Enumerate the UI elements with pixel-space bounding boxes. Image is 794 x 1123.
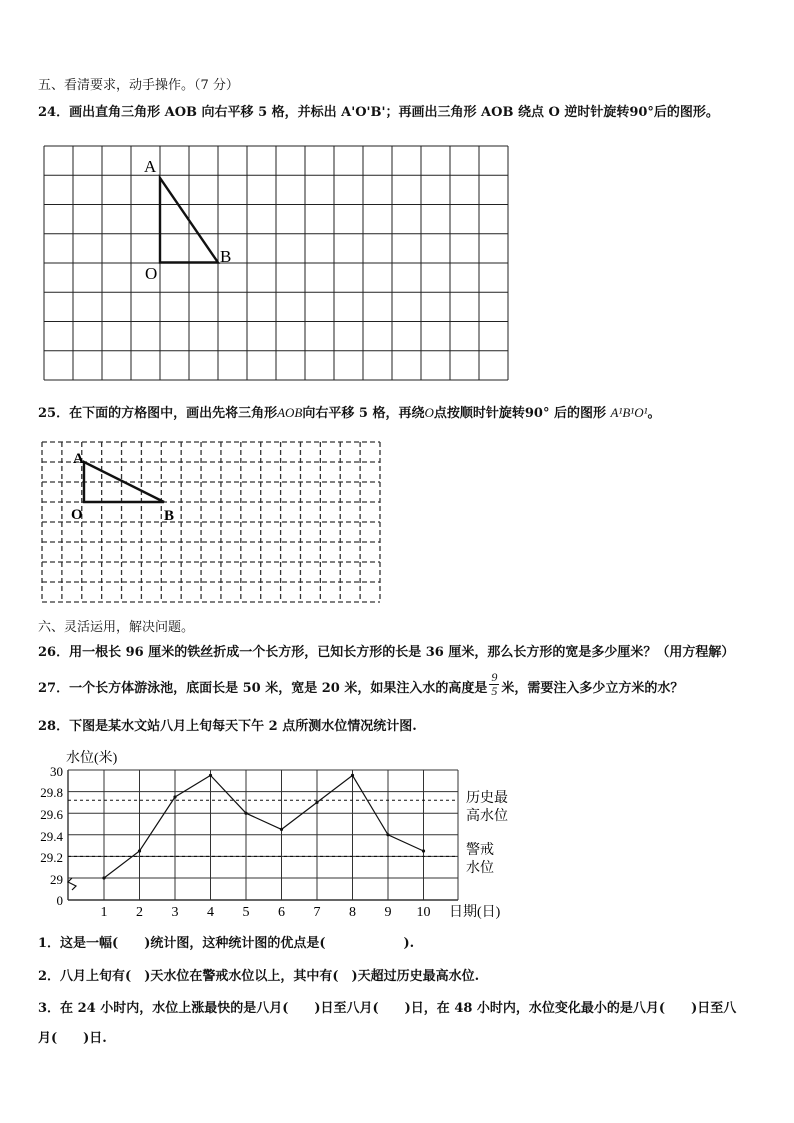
result-figure-label: A¹B¹O¹	[610, 405, 648, 420]
data-point	[102, 876, 105, 879]
question-24-text: 24．画出直角三角形 AOB 向右平移 5 格，并标出 A'O'B'；再画出三角形 AOB 绕点 O 逆时针旋转90°后的图形。	[38, 105, 719, 120]
x-tick-label: 1	[100, 905, 108, 920]
water-level-line	[104, 775, 424, 878]
x-tick-label: 4	[207, 905, 214, 920]
x-tick-label: 2	[136, 905, 143, 920]
y-tick-label: 29.8	[40, 785, 63, 800]
vertex-o-label: O	[145, 264, 158, 283]
vertex-a-label-small: A	[73, 451, 84, 467]
vertex-b-label: B	[220, 247, 232, 266]
question-25-grid	[42, 442, 380, 602]
vertex-b-label-small: B	[164, 508, 175, 524]
question-28-sub-2: 2．八月上旬有( )天水位在警戒水位以上，其中有( )天超过历史最高水位.	[38, 969, 480, 984]
reference-label: 水位	[466, 861, 494, 876]
y-tick-label: 29.4	[40, 829, 63, 844]
x-tick-label: 10	[416, 905, 431, 920]
question-28-sub-1: 1．这是一幅( )统计图，这种统计图的优点是( ).	[38, 936, 415, 951]
data-point	[138, 849, 141, 852]
data-point	[386, 833, 389, 836]
reference-label: 历史最	[466, 791, 508, 806]
y-tick-label: 30	[50, 764, 63, 779]
question-28-sub-3-line-2: 月( )日.	[38, 1031, 107, 1046]
data-point	[209, 774, 212, 777]
data-point	[351, 774, 354, 777]
y-tick-label: 29.2	[40, 850, 63, 865]
data-point	[173, 795, 176, 798]
x-tick-label: 6	[278, 905, 285, 920]
question-27-text: 27．一个长方体游泳池，底面长是 50 米，宽是 20 米，如果注入水的高度是 $\frac{9}{5}$ 米，需要注入多少立方米的水？	[38, 670, 684, 698]
reference-label: 警戒	[466, 843, 494, 858]
y-axis-label: 水位(米)	[66, 751, 118, 766]
x-tick-label: 8	[349, 905, 356, 920]
y-tick-label: 0	[56, 893, 63, 908]
axis-break-mark	[68, 878, 76, 890]
section-five-heading: 五、看清要求，动手操作。（7 分）	[38, 78, 239, 93]
x-tick-label: 7	[313, 905, 321, 920]
y-tick-label: 29	[50, 872, 63, 887]
question-28-text: 28．下图是某水文站八月上旬每天下午 2 点所测水位情况统计图.	[38, 719, 417, 734]
y-tick-label: 29.6	[40, 807, 63, 822]
question-24-grid	[44, 146, 508, 380]
x-tick-label: 9	[384, 905, 392, 920]
x-tick-label: 3	[171, 905, 179, 920]
triangle-aob-small	[84, 462, 164, 502]
question-26-text: 26．用一根长 96 厘米的铁丝折成一个长方形，已知长方形的长是 36 厘米，那么长方形的宽是多少厘米？（用方程解）	[38, 645, 735, 660]
data-point	[244, 812, 247, 815]
vertex-o-label-small: O	[71, 507, 83, 523]
data-point	[315, 801, 318, 804]
reference-label: 高水位	[466, 809, 508, 824]
x-axis-label: 日期(日)	[449, 905, 501, 920]
x-tick-label: 5	[242, 905, 250, 920]
question-25-text: 25．在下面的方格图中，画出先将三角形AOB向右平移 5 格，再绕O点按顺时针旋转90° 后的图形 A¹B¹O¹。	[38, 405, 661, 421]
data-point	[280, 828, 283, 831]
question-28-sub-3-line-1: 3．在 24 小时内，水位上涨最快的是八月( )日至八月( )日，在 48 小时内，水位变化最小的是八月( )日至八	[38, 1001, 737, 1016]
section-six-heading: 六、灵活运用，解决问题。	[38, 620, 195, 635]
vertex-a-label: A	[144, 157, 157, 176]
water-level-chart	[0, 740, 794, 925]
fraction-nine-fifths: $\frac{9}{5}$	[491, 670, 498, 698]
data-point	[422, 849, 425, 852]
